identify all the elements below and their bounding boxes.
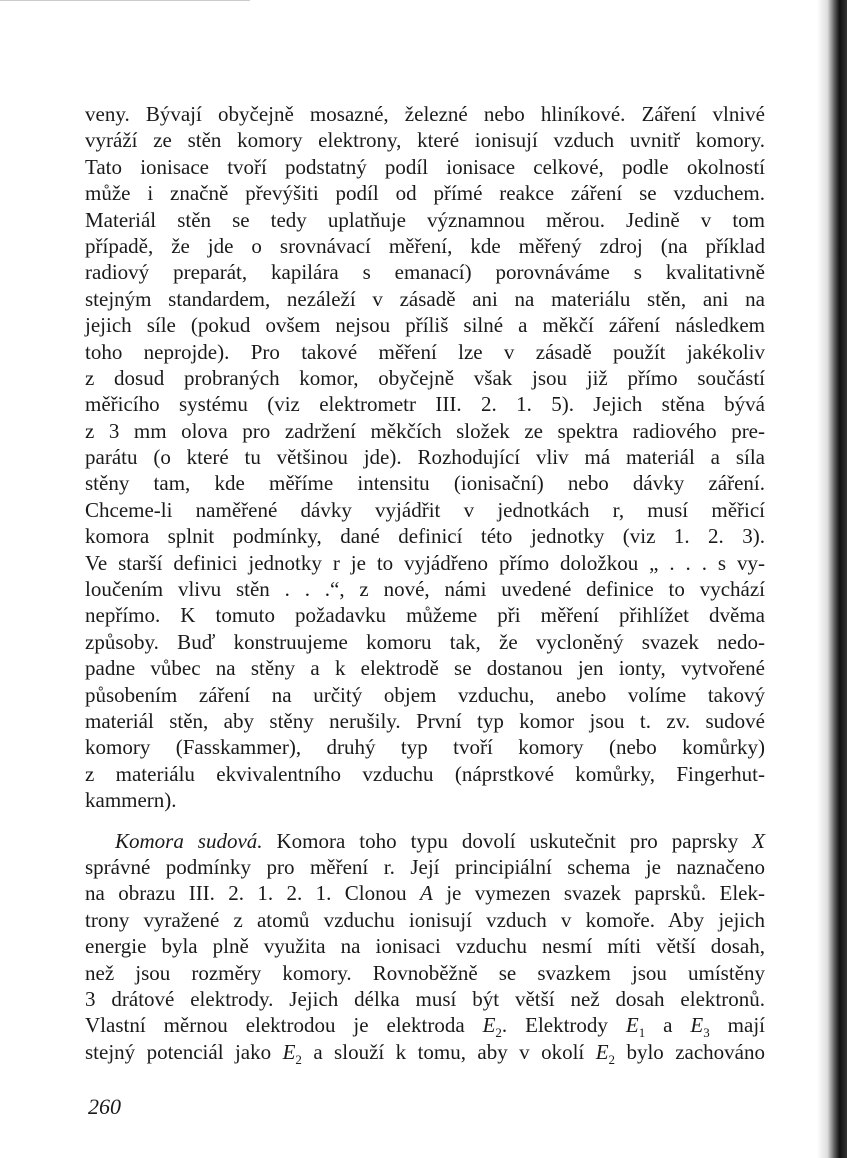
text-segment: komory (Fasskammer), druhý typ tvoří komory (nebo komůrky) [85, 735, 765, 760]
text-segment: komora splnit podmínky, dané definicí této jednotky (viz 1. 2. 3). [85, 524, 765, 549]
text-line [85, 523, 765, 549]
text-segment: může i značně převýšiti podíl od přímé reakce záření se vzduchem. [85, 181, 765, 206]
text-segment: 3 drátové elektrody. Jejich délka musí být větší než dosah elektronů. [85, 986, 765, 1011]
text-segment: toho neprojde). Pro takové měření lze v zásadě použít jakékoliv [85, 339, 765, 364]
subscript: 2 [608, 1051, 616, 1067]
text-line [85, 761, 765, 787]
text-line [85, 339, 765, 365]
text-line [85, 418, 765, 444]
text-segment: způsoby. Buď konstruujeme komoru tak, že vycloněný svazek nedo- [85, 629, 765, 654]
text-segment: správné podmínky pro měření r. Její principiální schema je naznačeno [85, 854, 765, 879]
text-segment: . Elektrody [501, 1013, 626, 1038]
text-line [85, 933, 765, 959]
text-segment: z 3 mm olova pro zadržení měkčích složek ze spektra radiového pre- [85, 418, 765, 443]
text-segment: měřicího systému (viz elektrometr III. 2. 1. 5). Jejich stěna bývá [85, 392, 765, 417]
text-line [85, 497, 765, 523]
text-segment: jejich síle (pokud ovšem nejsou příliš silné a měkčí záření následkem [85, 313, 765, 338]
text-segment: Tato ionisace tvoří podstatný podíl ionisace celkové, podle okolností [85, 154, 765, 179]
subscript: 2 [495, 1025, 502, 1041]
text-line [85, 101, 765, 127]
text-segment: stěny tam, kde měříme intensitu (ionisační) nebo dávky záření. [85, 471, 765, 496]
text-segment: radiový preparát, kapilára s emanací) porovnáváme s kvalitativně [85, 260, 765, 285]
paragraph [85, 828, 765, 1066]
subscript: 1 [638, 1025, 646, 1041]
book-gutter-shadow [817, 0, 847, 1158]
text-segment: bylo zachováno [615, 1039, 765, 1064]
text-segment: nepřímo. K tomuto požadavku můžeme při měření přihlížet dvěma [85, 603, 765, 628]
text-segment: E [690, 1013, 704, 1038]
text-line [85, 444, 765, 470]
text-segment: kammern). [85, 788, 177, 813]
text-line [85, 986, 765, 1012]
text-line [85, 233, 765, 259]
text-line [85, 180, 765, 206]
text-line [85, 312, 765, 338]
text-line [85, 1039, 765, 1065]
text-segment: E [625, 1013, 639, 1038]
page-number: 260 [88, 1094, 121, 1119]
text-segment: případě, že jde o srovnávací měření, kde měřený zdroj (na příklad [85, 233, 765, 258]
text-line [85, 154, 765, 180]
text-segment: stejným standardem, nezáleží v zásadě ani na materiálu stěn, ani na [85, 286, 765, 311]
text-segment: A [420, 881, 433, 906]
text-segment: E [282, 1039, 296, 1064]
text-segment: Chceme-li naměřené dávky vyjádřit v jednotkách r, musí měřicí [85, 497, 765, 522]
text-line [85, 682, 765, 708]
text-line [85, 734, 765, 760]
text-segment: padne vůbec na stěny a k elektrodě se dostanou jen ionty, vytvořené [85, 656, 765, 681]
text-segment: loučením vlivu stěn . . .“, z nové, námi uvedené definice to vychází [85, 577, 765, 602]
text-segment: trony vyražené z atomů vzduchu ionisují vzduch v komoře. Aby jejich [85, 907, 765, 932]
text-line [85, 828, 765, 854]
text-line [85, 550, 765, 576]
text-line [85, 470, 765, 496]
text-line [85, 629, 765, 655]
text-line [85, 602, 765, 628]
paragraph [85, 101, 765, 814]
text-segment: materiál stěn, aby stěny nerušily. První typ komor jsou t. zv. sudové [85, 708, 765, 733]
text-segment: z materiálu ekvivalentního vzduchu (náprstkové komůrky, Fingerhut- [85, 761, 765, 786]
text-segment: působením záření na určitý objem vzduchu, anebo volíme takový [85, 682, 765, 707]
text-segment: Ve starší definici jednotky r je to vyjádřeno přímo doložkou „ . . . s vy- [85, 550, 765, 575]
text-segment: Komora sudová. [115, 828, 263, 853]
subscript: 3 [703, 1025, 710, 1041]
text-line [85, 207, 765, 233]
text-segment: X [752, 828, 765, 853]
text-line [85, 708, 765, 734]
text-segment: a [645, 1013, 691, 1038]
text-segment: energie byla plně využita na ionisaci vzduchu nesmí míti větší dosah, [85, 934, 765, 959]
text-line [85, 907, 765, 933]
subscript: 2 [295, 1051, 302, 1067]
text-segment: veny. Bývají obyčejně mosazné, železné nebo hliníkové. Záření vlnivé [85, 102, 765, 126]
text-segment: a slouží k tomu, aby v okolí [301, 1039, 596, 1064]
text-segment: než jsou rozměry komory. Rovnoběžně se svazkem jsou umístěny [85, 960, 765, 985]
text-line [85, 127, 765, 153]
text-segment: E [482, 1013, 496, 1038]
text-segment: je vymezen svazek paprsků. Elek- [432, 881, 765, 906]
text-line [85, 1012, 765, 1041]
text-segment: Materiál stěn se tedy uplatňuje významnou měrou. Jedině v tom [85, 207, 765, 232]
text-line [85, 854, 765, 880]
text-line [85, 960, 765, 986]
text-line [85, 286, 765, 312]
text-line [85, 655, 765, 681]
text-segment: vyráží ze stěn komory elektrony, které ionisují vzduch uvnitř komory. [85, 128, 765, 153]
text-segment: mají [709, 1013, 765, 1038]
text-line [85, 576, 765, 602]
text-segment: stejný potenciál jako [85, 1039, 283, 1064]
scan-edge-line [0, 0, 250, 1]
text-line [85, 259, 765, 285]
text-segment: Komora toho typu dovolí uskutečnit pro paprsky [262, 828, 753, 853]
text-segment: Vlastní měrnou elektrodou je elektroda [85, 1013, 483, 1038]
text-segment: E [595, 1039, 609, 1064]
text-line [85, 880, 765, 906]
text-segment: na obrazu III. 2. 1. 2. 1. Clonou [85, 881, 420, 906]
page-body-text [85, 101, 765, 1065]
text-line [85, 391, 765, 417]
text-line [85, 787, 765, 813]
text-segment: parátu (o které tu většinou jde). Rozhodující vliv má materiál a síla [85, 445, 765, 470]
text-line [85, 365, 765, 391]
text-segment: z dosud probraných komor, obyčejně však jsou již přímo součástí [85, 365, 765, 390]
